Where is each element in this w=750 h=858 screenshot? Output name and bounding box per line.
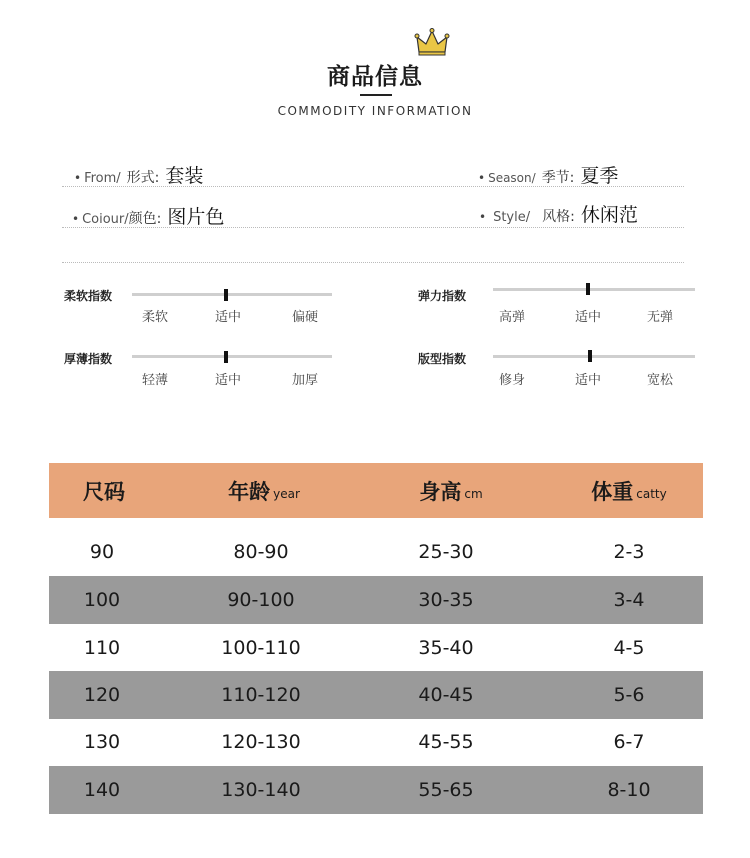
- index-tick: 适中: [574, 310, 601, 325]
- table-row: [49, 718, 703, 766]
- table-row: [49, 528, 703, 576]
- index-tick: 适中: [214, 310, 241, 325]
- page-title: 商品信息: [327, 64, 423, 90]
- table-cell: 35-40: [418, 637, 474, 659]
- table-row: [49, 671, 703, 719]
- table-cell: 130: [83, 731, 121, 753]
- size-table-header: [49, 463, 703, 518]
- table-cell: 140: [83, 779, 121, 801]
- attr-form-cn: 形式:: [126, 170, 160, 186]
- index-tick: 宽松: [646, 373, 673, 388]
- index-tick: 适中: [574, 373, 601, 388]
- table-row: [49, 576, 703, 624]
- table-row: [49, 766, 703, 814]
- index-label: 柔软指数: [64, 289, 113, 303]
- table-cell: 110: [83, 637, 121, 659]
- index-tick: 加厚: [291, 373, 318, 388]
- table-cell: 120: [83, 684, 121, 706]
- index-label: 厚薄指数: [64, 352, 113, 366]
- table-cell: 30-35: [418, 589, 474, 611]
- table-cell: 100-110: [221, 637, 301, 659]
- table-cell: 40-45: [418, 684, 474, 706]
- attr-season-value: 夏季: [580, 165, 619, 187]
- attr-colour: • Coiour/ 颜色: 图片色: [72, 202, 224, 229]
- index-tick: 轻薄: [141, 373, 168, 388]
- attr-colour-en: Coiour/: [82, 212, 129, 227]
- index-tick: 无弹: [646, 310, 673, 325]
- attr-season: • Season/ 季节: 夏季: [478, 161, 618, 188]
- attr-style-en: Style/: [493, 210, 531, 225]
- attr-divider: [62, 262, 684, 263]
- table-cell: 55-65: [418, 779, 474, 801]
- title-divider: [360, 94, 392, 96]
- attr-divider: [62, 227, 684, 228]
- crown-icon: [414, 28, 450, 58]
- index-tick: 适中: [214, 373, 241, 388]
- column-header-size: [49, 463, 159, 518]
- column-header-age: [181, 463, 347, 518]
- column-header-unit: cm: [464, 486, 483, 501]
- table-cell: 110-120: [221, 684, 301, 706]
- attr-colour-value: 图片色: [167, 206, 225, 228]
- page-subtitle: COMMODITY INFORMATION: [277, 104, 473, 118]
- index-label: 版型指数: [418, 352, 467, 366]
- column-header-label: 身高: [419, 479, 462, 504]
- table-cell: 5-6: [613, 684, 645, 706]
- index-track: [132, 293, 332, 296]
- table-cell: 8-10: [607, 779, 651, 801]
- attr-season-cn: 季节:: [541, 170, 575, 186]
- attr-style-value: 休闲范: [580, 204, 638, 226]
- column-header-label: 体重: [591, 479, 634, 504]
- table-cell: 3-4: [613, 589, 645, 611]
- index-tick: 柔软: [141, 310, 168, 325]
- attr-colour-cn: 颜色:: [128, 211, 162, 227]
- table-cell: 90: [89, 541, 115, 563]
- column-header-unit: year: [273, 486, 300, 501]
- column-header-label: 年龄: [228, 479, 271, 504]
- attr-form: • From/ 形式: 套装: [74, 161, 203, 188]
- column-header-weight: [559, 463, 699, 518]
- attr-form-value: 套装: [165, 165, 204, 187]
- attr-divider: [62, 186, 684, 187]
- column-header-unit: catty: [636, 486, 667, 501]
- table-cell: 80-90: [233, 541, 289, 563]
- index-marker: [586, 283, 590, 295]
- index-marker: [224, 351, 228, 363]
- index-track: [493, 355, 695, 358]
- index-tick: 高弹: [498, 310, 525, 325]
- index-tick: 修身: [498, 373, 525, 388]
- index-track: [493, 288, 695, 291]
- index-track: [132, 355, 332, 358]
- attr-season-en: Season/: [488, 171, 536, 185]
- table-cell: 45-55: [418, 731, 474, 753]
- table-cell: 25-30: [418, 541, 474, 563]
- table-cell: 90-100: [227, 589, 295, 611]
- table-row: [49, 624, 703, 672]
- attr-style: • Style/ 风格: 休闲范: [479, 200, 638, 227]
- column-header-height: [381, 463, 521, 518]
- table-cell: 120-130: [221, 731, 301, 753]
- table-cell: 6-7: [613, 731, 645, 753]
- attr-style-cn: 风格:: [542, 209, 575, 225]
- index-marker: [224, 289, 228, 301]
- table-cell: 4-5: [613, 637, 645, 659]
- column-header-label: 尺码: [83, 479, 125, 504]
- table-cell: 130-140: [221, 779, 301, 801]
- table-cell: 2-3: [613, 541, 645, 563]
- index-label: 弹力指数: [418, 289, 467, 303]
- index-tick: 偏硬: [291, 310, 318, 325]
- index-marker: [588, 350, 592, 362]
- attr-form-en: From/: [84, 171, 121, 186]
- table-cell: 100: [83, 589, 121, 611]
